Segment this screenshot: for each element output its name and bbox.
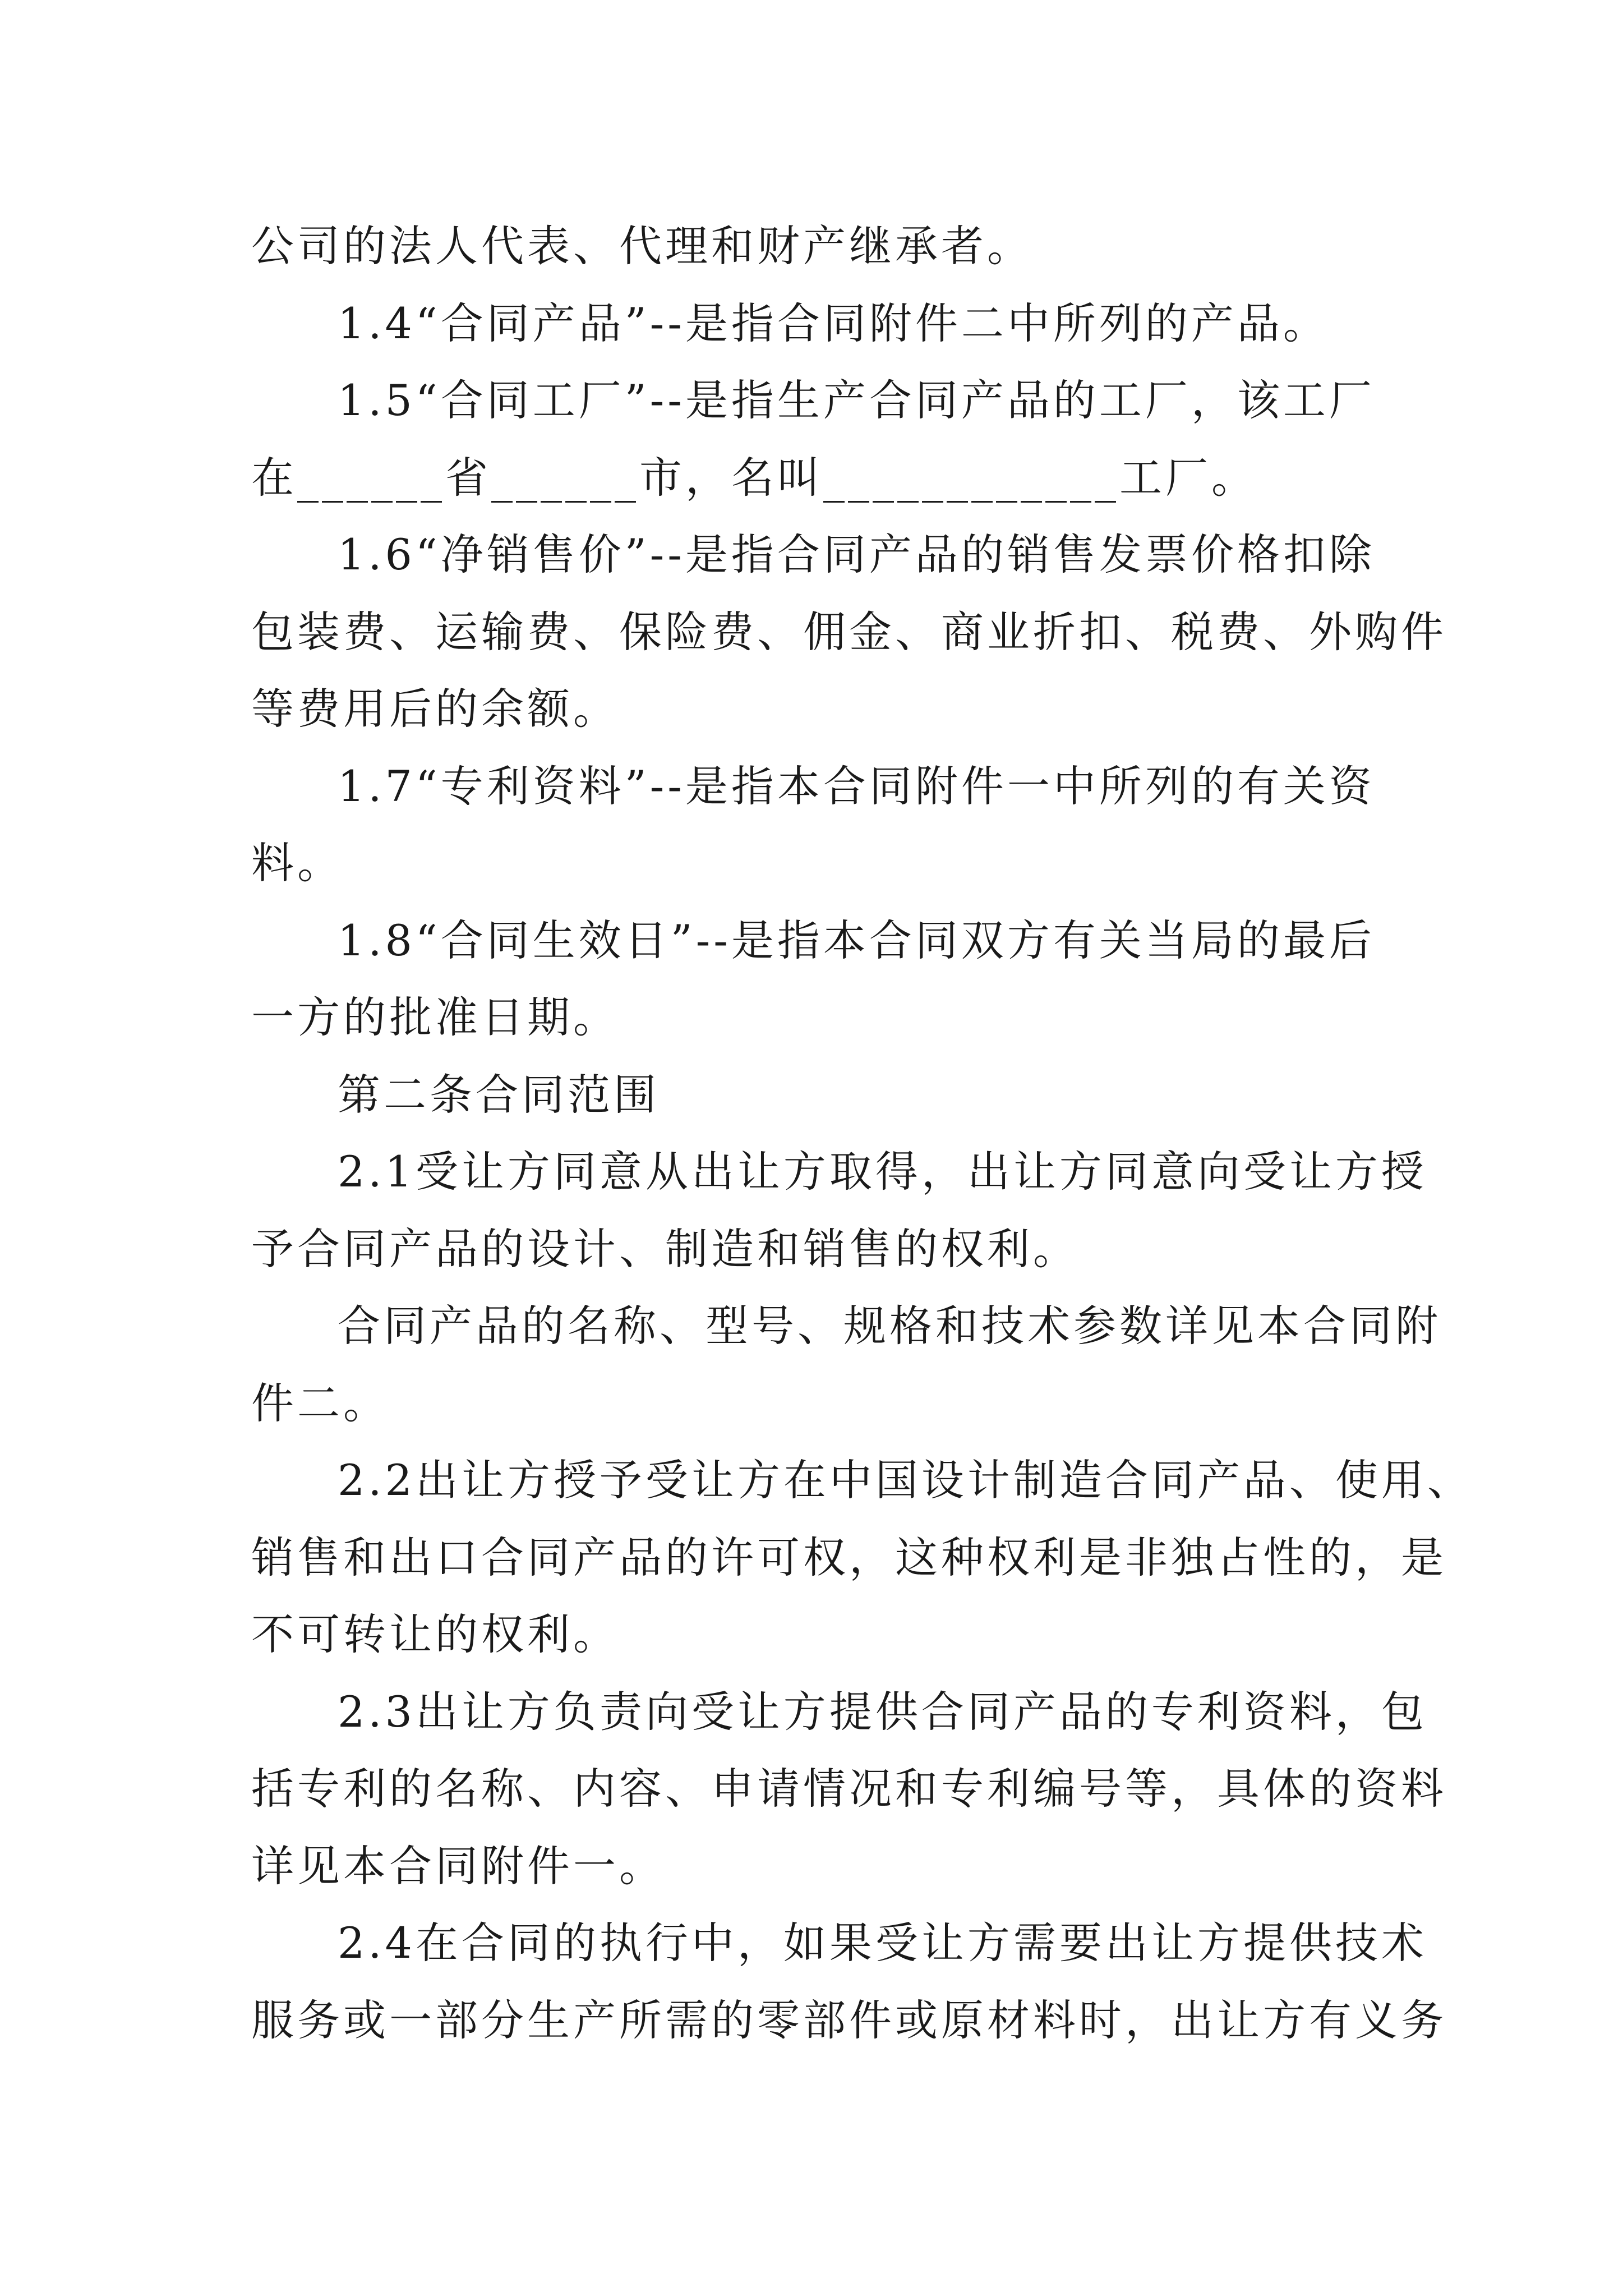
section-heading: 第二条合同范围 [338, 1069, 660, 1120]
text-line: 括专利的名称、内容、申请情况和专利编号等，具体的资料 [251, 1764, 1447, 1814]
text-line: 料。 [251, 838, 343, 888]
text-line: 一方的批准日期。 [251, 992, 619, 1042]
text-line: 不可转让的权利。 [251, 1609, 619, 1659]
text-line: 1.8“合同生效日”--是指本合同双方有关当局的最后 [338, 915, 1375, 965]
text-line: 2.1受让方同意从出让方取得，出让方同意向受让方授 [338, 1147, 1427, 1197]
document-body [251, 208, 1473, 2059]
text-line: 合同产品的名称、型号、规格和技术参数详见本合同附 [338, 1301, 1441, 1351]
text-line: 1.4“合同产品”--是指合同附件二中所列的产品。 [338, 298, 1329, 348]
text-line: 销售和出口合同产品的许可权，这种权利是非独占性的，是 [251, 1532, 1447, 1582]
text-line: 详见本合同附件一。 [251, 1841, 665, 1891]
text-line: 2.3出让方负责向受让方提供合同产品的专利资料，包 [338, 1686, 1427, 1737]
text-line: 包装费、运输费、保险费、佣金、商业折扣、税费、外购件 [251, 606, 1447, 657]
text-line: 等费用后的余额。 [251, 684, 619, 734]
text-line: 在______省______市，名叫____________工厂。 [251, 452, 1257, 503]
text-line: 1.5“合同工厂”--是指生产合同产品的工厂，该工厂 [338, 375, 1375, 425]
text-line: 1.7“专利资料”--是指本合同附件一中所列的有关资 [338, 761, 1375, 811]
text-line: 2.2出让方授予受让方在中国设计制造合同产品、使用、 [338, 1455, 1473, 1505]
text-line: 1.6“净销售价”--是指合同产品的销售发票价格扣除 [338, 530, 1375, 579]
text-line: 予合同产品的设计、制造和销售的权利。 [251, 1223, 1079, 1274]
text-line: 公司的法人代表、代理和财产继承者。 [251, 221, 1033, 271]
text-line: 2.4在合同的执行中，如果受让方需要出让方提供技术 [338, 1918, 1427, 1968]
text-line: 件二。 [251, 1378, 389, 1428]
text-line: 服务或一部分生产所需的零部件或原材料时，出让方有义务 [251, 1995, 1447, 2045]
